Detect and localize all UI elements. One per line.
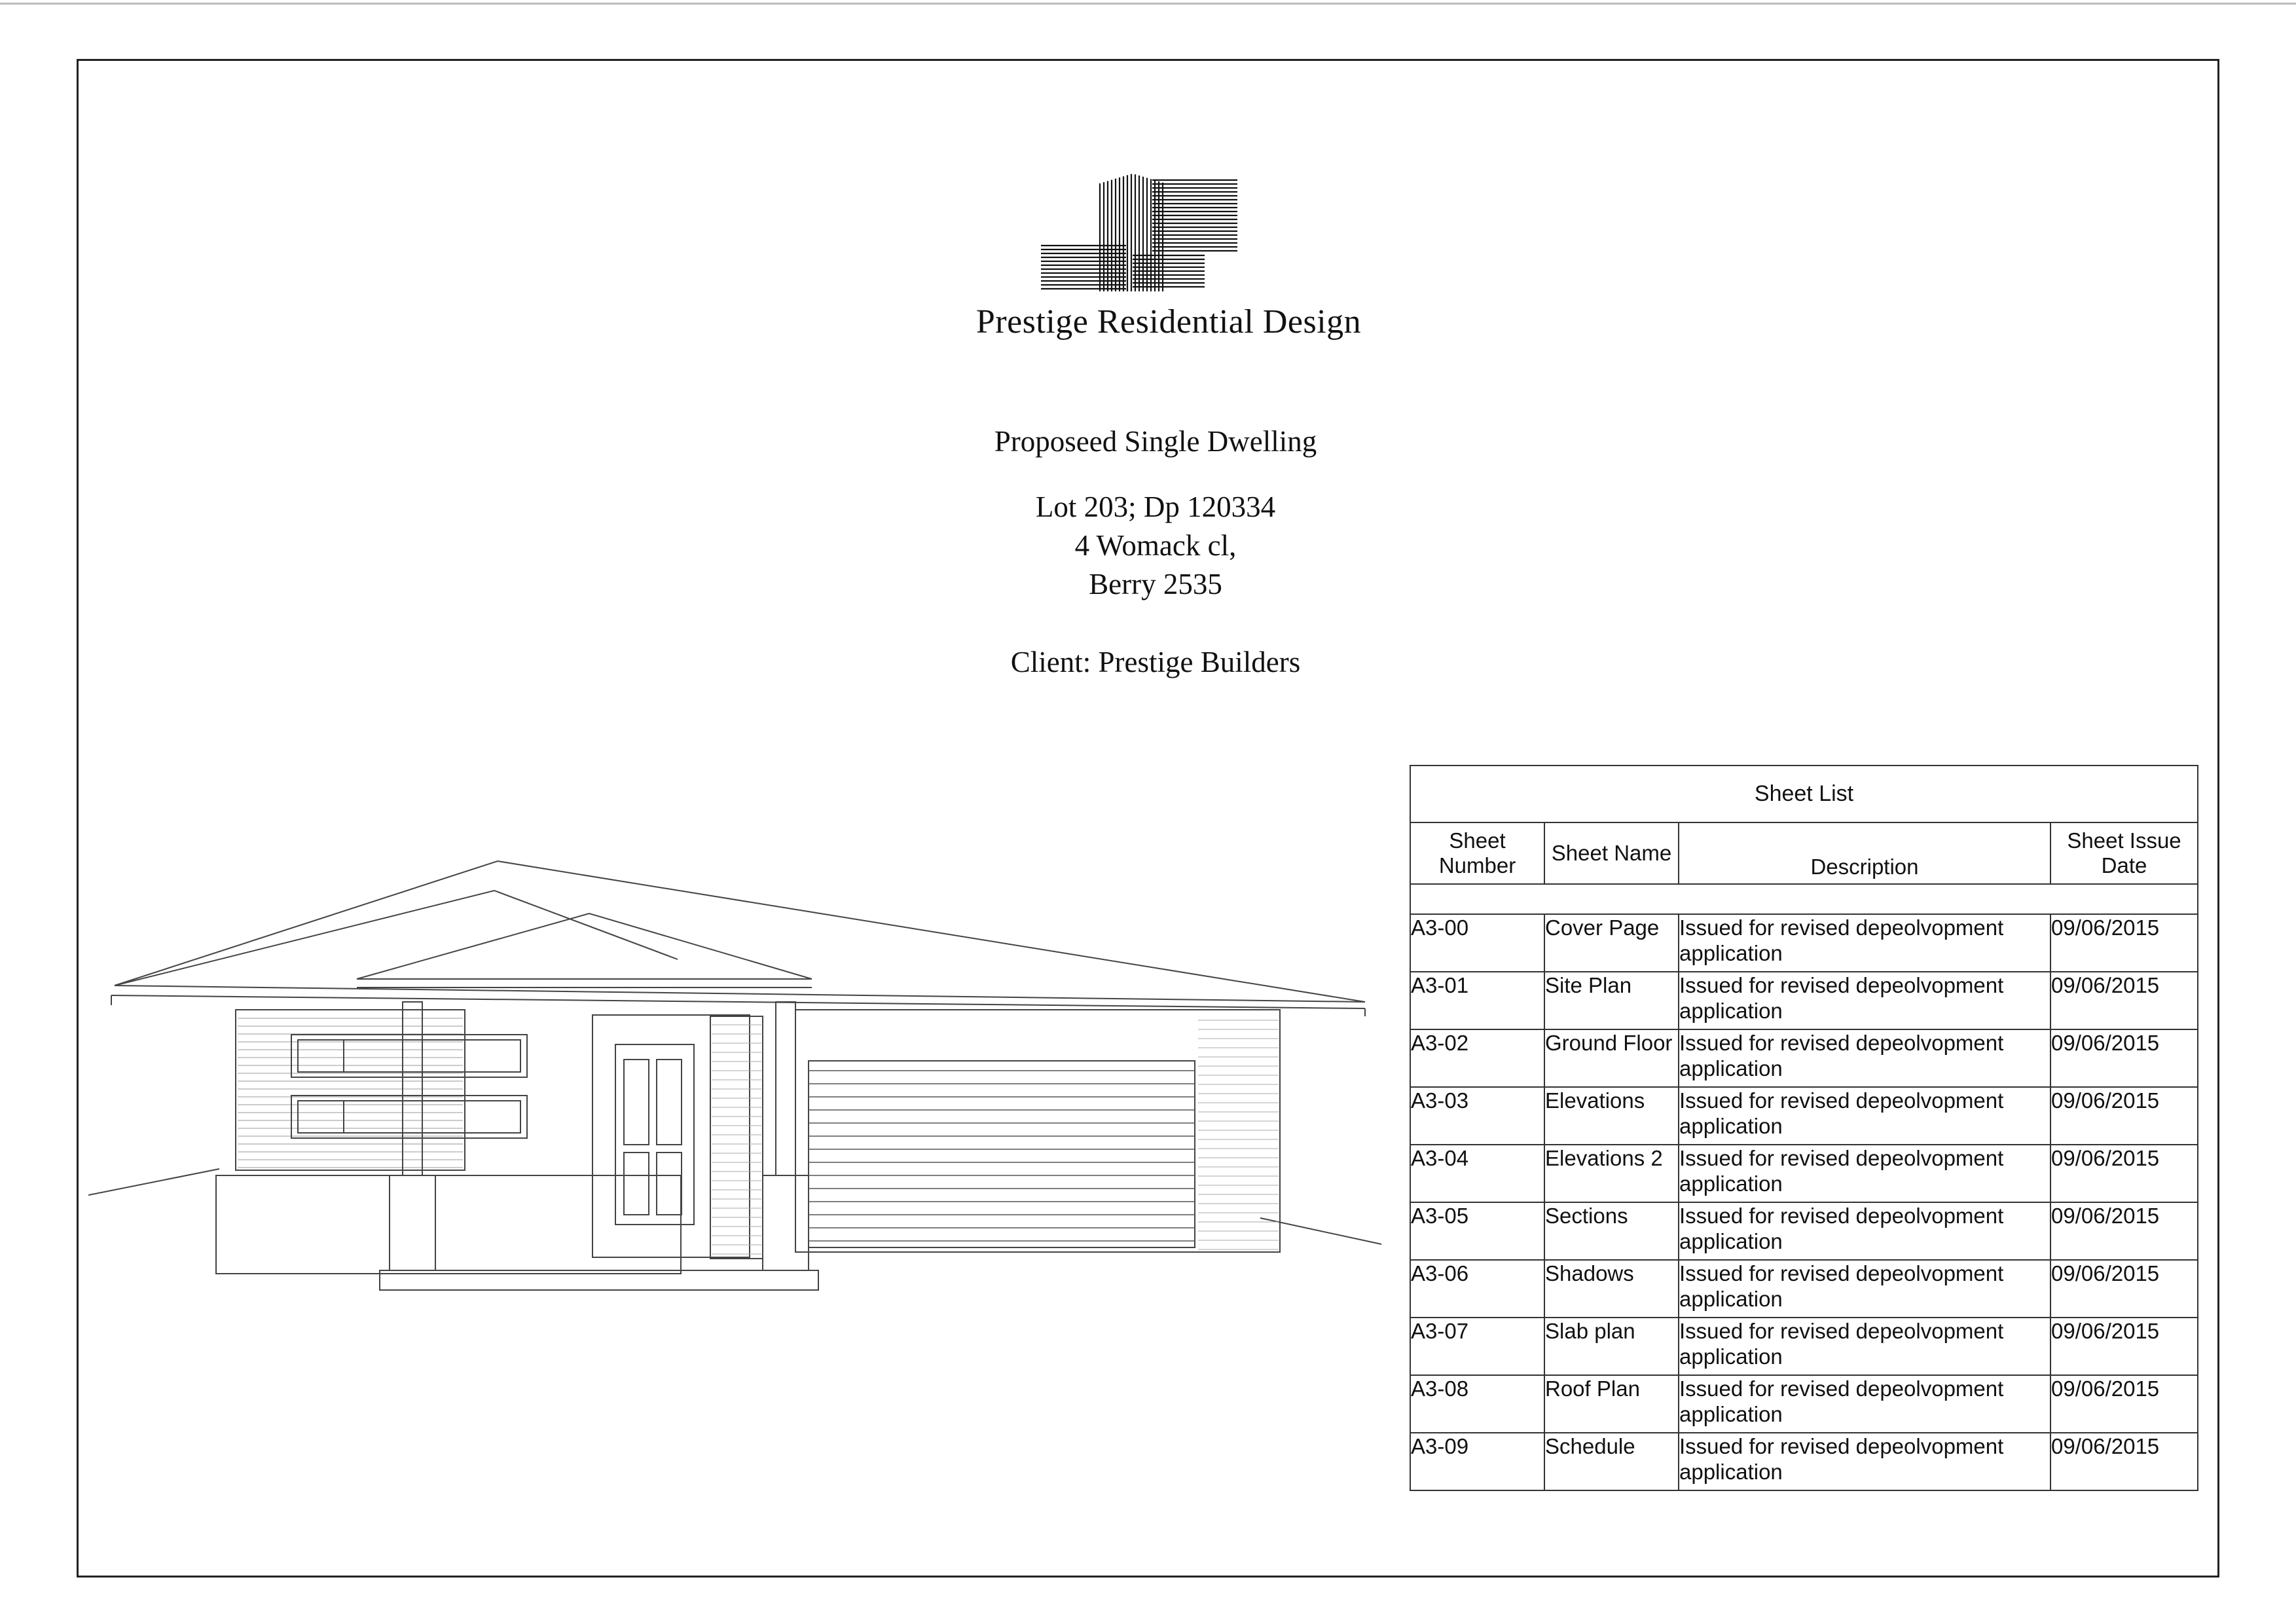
issue-date-cell: 09/06/2015 bbox=[2050, 914, 2198, 972]
sheet-number-cell: A3-09 bbox=[1410, 1433, 1544, 1490]
description-cell: Issued for revised depeolvopment application bbox=[1679, 1202, 2050, 1260]
building-lines-logo-icon bbox=[1034, 167, 1257, 298]
description-cell: Issued for revised depeolvopment application bbox=[1679, 1318, 2050, 1375]
description-cell: Issued for revised depeolvopment application bbox=[1679, 1087, 2050, 1145]
issue-date-cell: 09/06/2015 bbox=[2050, 972, 2198, 1029]
description-cell: Issued for revised depeolvopment application bbox=[1679, 914, 2050, 972]
description-cell: Issued for revised depeolvopment application bbox=[1679, 1145, 2050, 1202]
table-row bbox=[1410, 1145, 2198, 1202]
issue-date-cell: 09/06/2015 bbox=[2050, 1145, 2198, 1202]
house-front-elevation-icon bbox=[88, 845, 1391, 1316]
table-row bbox=[1410, 1202, 2198, 1260]
sheet-name-cell: Roof Plan bbox=[1544, 1375, 1679, 1433]
issue-date-cell: 09/06/2015 bbox=[2050, 1318, 2198, 1375]
address-line-1: Lot 203; Dp 120334 bbox=[1035, 490, 1276, 523]
issue-date-cell: 09/06/2015 bbox=[2050, 1260, 2198, 1318]
table-row bbox=[1410, 1318, 2198, 1375]
header-sheet-name: Sheet Name bbox=[1544, 822, 1679, 884]
issue-date-cell: 09/06/2015 bbox=[2050, 1087, 2198, 1145]
address-line-3: Berry 2535 bbox=[1089, 568, 1222, 600]
sheet-name-cell: Slab plan bbox=[1544, 1318, 1679, 1375]
table-row bbox=[1410, 1029, 2198, 1087]
description-cell: Issued for revised depeolvopment application bbox=[1679, 1375, 2050, 1433]
sheet-name-cell: Schedule bbox=[1544, 1433, 1679, 1490]
header-spacer bbox=[1410, 884, 2198, 914]
client-line: Client: Prestige Builders bbox=[1010, 646, 1301, 678]
sheet-number-cell: A3-08 bbox=[1410, 1375, 1544, 1433]
table-row bbox=[1410, 1375, 2198, 1433]
table-row bbox=[1410, 1087, 2198, 1145]
sheet-name-cell: Cover Page bbox=[1544, 914, 1679, 972]
address-line-2: 4 Womack cl, bbox=[1074, 529, 1237, 562]
description-cell: Issued for revised depeolvopment application bbox=[1679, 1433, 2050, 1490]
sheet-list-table bbox=[1410, 765, 2198, 1491]
sheet-number-cell: A3-00 bbox=[1410, 914, 1544, 972]
description-cell: Issued for revised depeolvopment application bbox=[1679, 1260, 2050, 1318]
sheet-number-cell: A3-04 bbox=[1410, 1145, 1544, 1202]
issue-date-cell: 09/06/2015 bbox=[2050, 1433, 2198, 1490]
sheet-name-cell: Site Plan bbox=[1544, 972, 1679, 1029]
issue-date-cell: 09/06/2015 bbox=[2050, 1029, 2198, 1087]
sheet-number-cell: A3-01 bbox=[1410, 972, 1544, 1029]
sheet-name-cell: Shadows bbox=[1544, 1260, 1679, 1318]
scan-edge-line bbox=[0, 3, 2296, 5]
issue-date-cell: 09/06/2015 bbox=[2050, 1375, 2198, 1433]
sheet-number-cell: A3-07 bbox=[1410, 1318, 1544, 1375]
sheet-list-title: Sheet List bbox=[1410, 766, 2198, 822]
table-row bbox=[1410, 1260, 2198, 1318]
sheet-number-cell: A3-05 bbox=[1410, 1202, 1544, 1260]
table-row bbox=[1410, 914, 2198, 972]
sheet-name-cell: Ground Floor bbox=[1544, 1029, 1679, 1087]
sheet-number-cell: A3-02 bbox=[1410, 1029, 1544, 1087]
sheet-name-cell: Sections bbox=[1544, 1202, 1679, 1260]
header-issue-date: Sheet Issue Date bbox=[2050, 822, 2198, 884]
sheet-name-cell: Elevations 2 bbox=[1544, 1145, 1679, 1202]
table-row bbox=[1410, 972, 2198, 1029]
header-sheet-number: Sheet Number bbox=[1410, 822, 1544, 884]
sheet-number-cell: A3-06 bbox=[1410, 1260, 1544, 1318]
project-title: Proposeed Single Dwelling bbox=[994, 425, 1317, 458]
description-cell: Issued for revised depeolvopment application bbox=[1679, 1029, 2050, 1087]
issue-date-cell: 09/06/2015 bbox=[2050, 1202, 2198, 1260]
description-cell: Issued for revised depeolvopment application bbox=[1679, 972, 2050, 1029]
header-description: Description bbox=[1679, 822, 2050, 884]
firm-name: Prestige Residential Design bbox=[975, 303, 1362, 341]
sheet-name-cell: Elevations bbox=[1544, 1087, 1679, 1145]
table-row bbox=[1410, 1433, 2198, 1490]
sheet-number-cell: A3-03 bbox=[1410, 1087, 1544, 1145]
